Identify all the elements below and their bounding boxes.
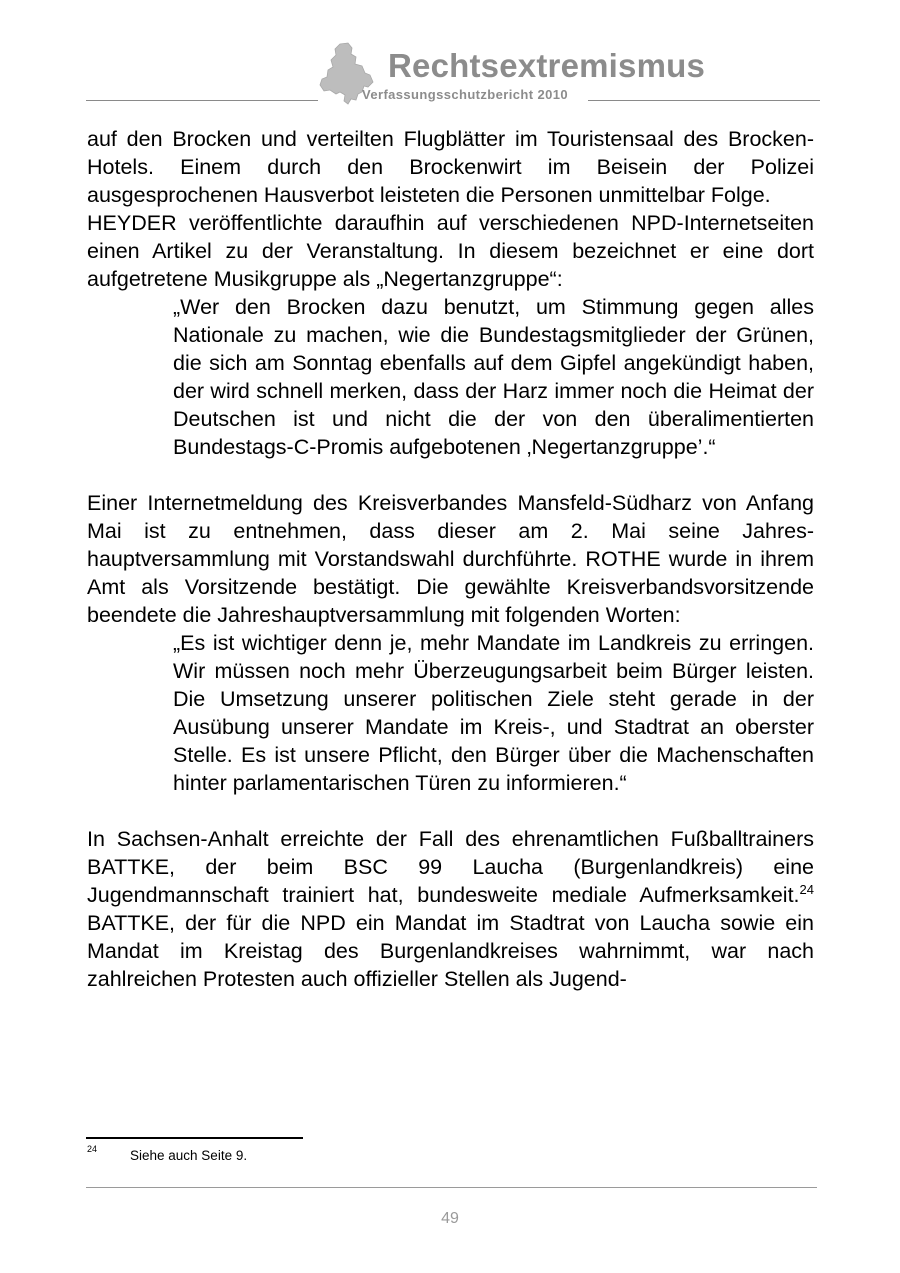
paragraph-spacer [87,797,814,825]
footer-rule [86,1187,817,1188]
body-text [87,125,814,993]
footnote-rule [86,1137,303,1139]
header-rule-right [588,100,820,101]
page-number: 49 [441,1210,459,1227]
block-quote: „Es ist wichtiger denn je, mehr Mandate im Landkreis zu erringen. Wir müssen noch mehr Überzeugungsarbeit beim Bürger leisten. Die Umsetzung unserer politischen Ziele steht gerade in der Ausübung unserer Mandate im Kreis-, und Stadtrat an oberster Stelle. Es ist unsere Pflicht, den Bürger über die Machenschaften hinter parlamentarischen Türen zu informieren.“ [173,631,814,795]
header-subtitle: Verfassungsschutzbericht 2010 [362,87,568,102]
header-rule-left [86,100,318,101]
paragraph-text: In Sachsen-Anhalt erreichte der Fall des ehrenamtlichen Fußballtrainers BATTKE, der beim BSC 99 Laucha (Burgenlandkreis) eine Jugendmannschaft trainiert hat, bundesweite mediale Aufmerksamkeit. [87,827,814,907]
paragraph-spacer [87,461,814,489]
footnote-text: Siehe auch Seite 9. [130,1148,248,1163]
paragraph-text: BATTKE, der für die NPD ein Mandat im Stadtrat von Laucha sowie ein Mandat im Kreistag des Burgenlandkreises wahrnimmt, war nach zahlreichen Protesten auch offizieller Stellen als Jugend- [87,911,814,991]
block-quote: „Wer den Brocken dazu benutzt, um Stimmung gegen alles Nationale zu machen, wie die Bundestagsmitglieder der Grünen, die sich am Sonntag ebenfalls auf dem Gipfel angekündigt haben, der wird schnell merken, dass der Harz immer noch die Heimat der Deutschen ist und nicht die der von den überalimentierten Bundestags-C-Promis aufgebotenen ‚Negertanzgruppe’.“ [173,295,814,459]
header-title: Rechtsextremismus [388,47,706,84]
footnote-reference[interactable]: 24 [799,881,814,897]
paragraph: HEYDER veröffentlichte daraufhin auf verschiedenen NPD-Internetseiten einen Artikel zu der Veranstaltung. In diesem bezeichnet er eine dort aufgetretene Musikgruppe als „Negertanzgruppe“: [87,211,814,291]
paragraph [87,825,814,993]
footnote-number: 24 [87,1144,98,1154]
paragraph: Einer Internetmeldung des Kreisverbandes Mansfeld-Südharz von Anfang Mai ist zu entnehmen, dass dieser am 2. Mai seine Jahreshauptversammlung mit Vorstandswahl durchführte. ROTHE wurde in ihrem Amt als Vorsitzende bestätigt. Die gewählte Kreisverbandsvorsitzende beendete die Jahreshauptversammlung mit folgenden Worten: [87,491,814,627]
paragraph: auf den Brocken und verteilten Flugblätter im Touristensaal des Brocken-Hotels. Einem durch den Brockenwirt im Beisein der Polizei ausgesprochenen Hausverbot leisteten die Personen unmittelbar Folge. [87,127,814,207]
